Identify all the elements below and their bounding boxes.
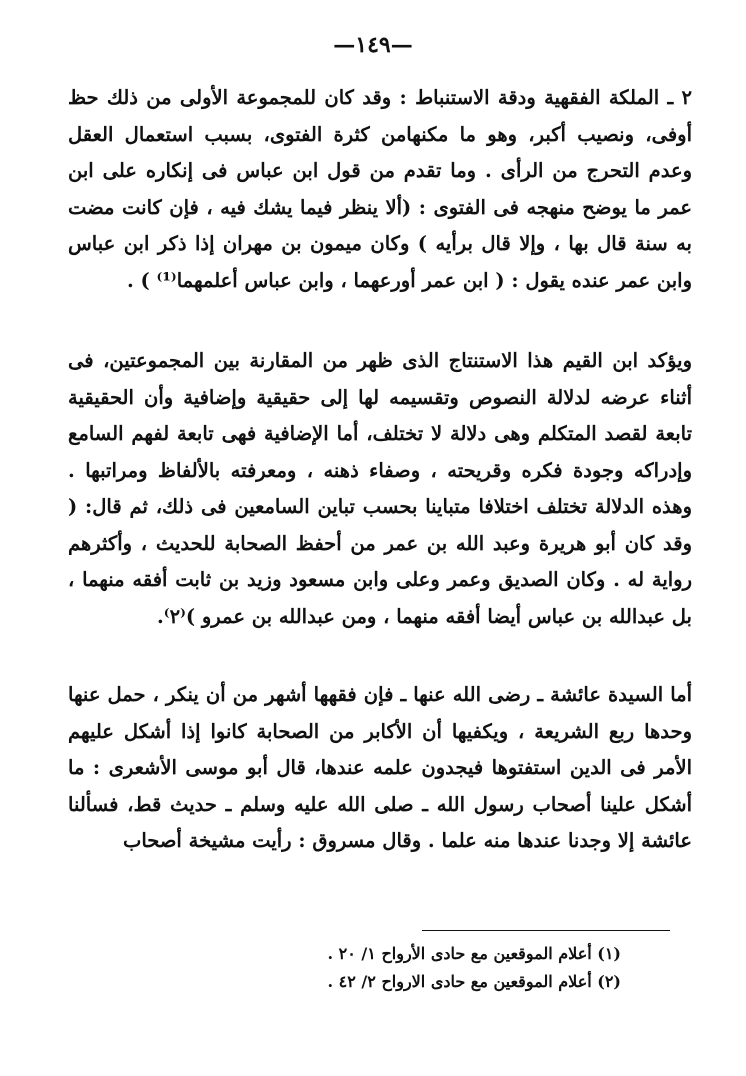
paragraph-legal-acumen [68, 80, 692, 299]
footnote-1: (١) أعلام الموقعين مع حادى الأرواح ١/ ٢٠ . [327, 944, 621, 963]
paragraph-aisha [68, 677, 692, 860]
paragraph-text: ويؤكد ابن القيم هذا الاستنتاج الذى ظهر من المقارنة بين المجموعتين، فى أثناء عرضه لدلالة النصوص وتقسيمه لها إلى حقيقية وإضافية وأن الحقيقية تابعة لقصد المتكلم وهى دلالة لا تختلف، أما الإضافية فهى تابعة لفهم السامع وإدراكه وجودة فكره وقريحته ، وصفاء ذهنه ، ومعرفته بالألفاظ ومراتبها . وهذه الدلالة تختلف اختلافا متباينا بحسب تباين السامعين فى ذلك، ثم قال: ( وقد كان أبو هريرة وعبد الله بن عمر من أحفظ الصحابة للحديث ، وأكثرهم رواية له . وكان الصديق وعمر وعلى وابن مسعود وزيد بن ثابت أفقه منهما ، بل عبدالله بن عباس أيضا أفقه منهما ، ومن عبدالله بن عمرو )⁽٢⁾. [68, 349, 692, 628]
paragraph-text: أما السيدة عائشة ـ رضى الله عنها ـ فإن فقهها أشهر من أن ينكر ، حمل عنها وحدها ربع الشريعة ، ويكفيها أن الأكابر من الصحابة كانوا إذا أشكل عليهم الأمر فى الدين استفتوها فيجدون علمه عندها، قال أبو موسى الأشعرى : ما أشكل علينا أصحاب رسول الله ـ صلى الله عليه وسلم ـ حديث قط، فسألنا عائشة إلا وجدنا عندها منه علما . وقال مسروق : رأيت مشيخة أصحاب [68, 683, 692, 852]
footnotes [101, 940, 621, 996]
footnote-2: (٢) أعلام الموقعين مع حادى الارواح ٢/ ٤٢ . [327, 972, 621, 991]
footnote-divider [422, 930, 670, 931]
paragraph-ibn-al-qayyim [68, 343, 692, 635]
paragraph-text: ٢ ـ الملكة الفقهية ودقة الاستنباط : وقد كان للمجموعة الأولى من ذلك حظ أوفى، ونصيب أكبر، وهو ما مكنهامن كثرة الفتوى، بسبب استعمال العقل وعدم التحرج من الرأى . وما تقدم من قول ابن عباس فى إنكاره على ابن عمر ما يوضح منهجه فى الفتوى : (ألا ينظر فيما يشك فيه ، فإن كانت مضت به سنة قال بها ، وإلا قال برأيه ) وكان ميمون بن مهران إذا ذكر ابن عباس وابن عمر عنده يقول : ( ابن عمر أورعهما ، وابن عباس أعلمهما⁽¹⁾ ) . [68, 86, 692, 292]
page-number: —١٤٩— [333, 32, 413, 58]
